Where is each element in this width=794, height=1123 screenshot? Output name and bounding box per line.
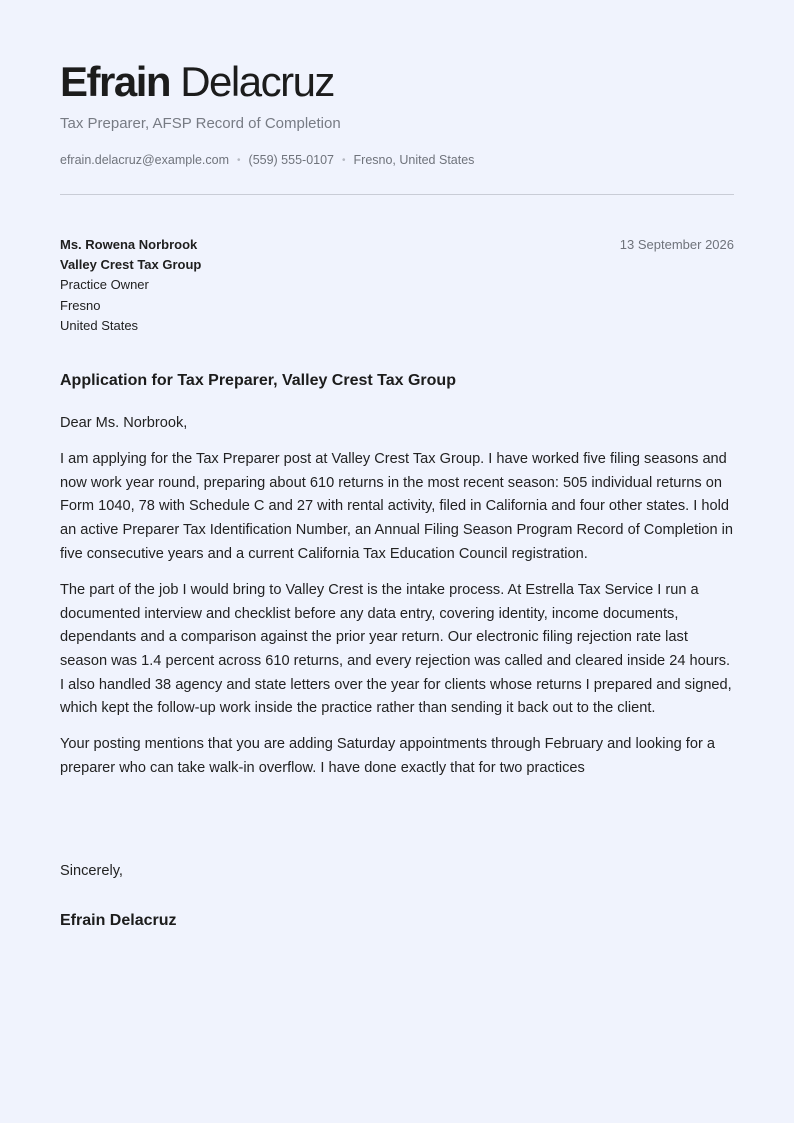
letter-subject: Application for Tax Preparer, Valley Crest Tax Group [60,372,456,389]
contact-separator: • [237,155,241,166]
applicant-title: Tax Preparer, AFSP Record of Completion [60,115,341,132]
salutation: Dear Ms. Norbrook, [60,415,188,431]
header-divider [60,194,734,195]
letter-date: 13 September 2026 [619,237,734,252]
applicant-last-name: Delacruz [180,58,334,105]
applicant-name [60,56,334,108]
closing: Sincerely, [60,863,123,879]
recipient-country: United States [60,317,139,333]
contact-location: Fresno, United States [353,153,475,167]
letter-body [60,412,734,793]
applicant-first-name: Efrain [60,58,171,105]
body-paragraph: Your posting mentions that you are adding Saturday appointments through February and looking for a preparer who can take walk-in overflow. I have done exactly that for two practices [60,736,715,777]
signature: Efrain Delacruz [60,912,177,929]
contact-email: efrain.delacruz@example.com [60,153,230,167]
contact-line [60,152,474,169]
body-paragraph: The part of the job I would bring to Valley Crest is the intake process. At Estrella Tax Service I run a documented interview and checklist before any data entry, covering identity, income documents, dependants and a comparison against the prior year return. Our electronic filing rejection rate last season was 1.4 percent across 610 returns, and every rejection was called and cleared inside 24 hours. I also handled 38 agency and state letters over the year for clients whose returns I prepared and signed, which kept the follow-up work inside the practice rather than sending it back out to the client. [60,581,732,717]
contact-phone: (559) 555-0107 [248,153,335,167]
contact-separator: • [342,155,346,166]
recipient-name: Ms. Rowena Norbrook [60,237,198,252]
recipient-company: Valley Crest Tax Group [60,257,202,273]
body-paragraph: I am applying for the Tax Preparer post at Valley Crest Tax Group. I have worked five filing seasons and now work year round, preparing about 610 returns in the most recent season: 505 individual returns on Form 1040, 78 with Schedule C and 27 with rental activity, filed in California and four other states. I hold an active Preparer Tax Identification Number, an Annual Filing Season Program Record of Completion in five consecutive years and a current California Tax Education Council registration. [60,451,734,562]
recipient-block [60,235,201,336]
recipient-city: Fresno [60,297,101,313]
recipient-role: Practice Owner [60,277,149,293]
